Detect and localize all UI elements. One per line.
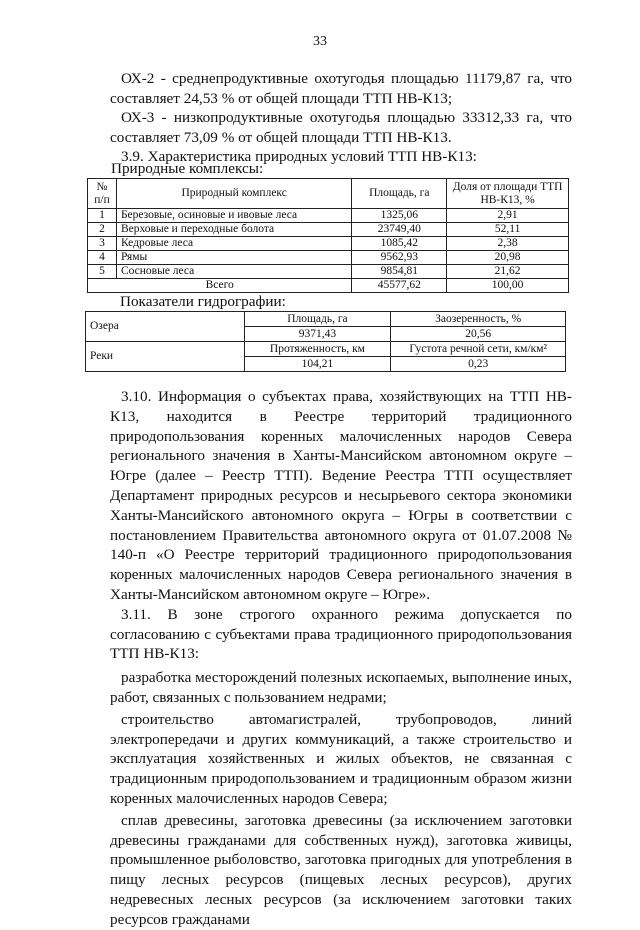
- list-item: сплав древесины, заготовка древесины (за исключением заготовки древесины гражданами для собственных нужд), заготовка живицы, промышленное рыболовство, заготовка пригодных для употребления в пищу лесных ресурсов (пищевых лесных ресурсов), других недревесных лесных ресурсов (за исключением заготовки таких ресурсов гражданами: [110, 811, 572, 928]
- complex-share: 2,38: [447, 237, 569, 251]
- complex-name: Березовые, осиновые и ивовые леса: [116, 209, 351, 223]
- table-row: [88, 237, 569, 251]
- lakes-share-value: 20,56: [391, 327, 566, 342]
- complex-name: Верховые и переходные болота: [116, 223, 351, 237]
- table-header-row: [88, 179, 569, 209]
- rivers-density-value: 0,23: [391, 357, 566, 372]
- row-number: 3: [88, 237, 117, 251]
- hydrography-label: Показатели гидрографии:: [120, 293, 286, 310]
- row-number: 4: [88, 251, 117, 265]
- ox2-paragraph: ОХ-2 - среднепродуктивные охотугодья площадью 11179,87 га, что составляет 24,53 % от общей площади ТТП НВ-К13;: [110, 70, 572, 107]
- complex-area: 23749,40: [352, 223, 447, 237]
- complex-share: 52,11: [447, 223, 569, 237]
- complex-name: Кедровые леса: [116, 237, 351, 251]
- complex-area: 1085,42: [352, 237, 447, 251]
- rivers-label: Реки: [86, 342, 245, 372]
- body-text: [110, 387, 572, 930]
- col-header-area: Площадь, га: [352, 179, 447, 209]
- hunting-grounds-text: [110, 69, 572, 167]
- complex-area: 9562,93: [352, 251, 447, 265]
- natural-complexes-table: [87, 178, 569, 293]
- paragraph-3-10: 3.10. Информация о субъектах права, хозяйствующих на ТТП НВ-К13, находится в Реестре территорий традиционного природопользования коренных малочисленных народов Севера регионального значения в Ханты-Мансийском автономном округе – Югре (далее – Реестр ТТП). Ведение Реестра ТТП осуществляет Департамент природных ресурсов и несырьевого сектора экономики Ханты-Мансийского автономного округа – Югры в соответствии с постановлением Правительства автономного округа от 01.07.2008 № 140-п «О Реестре территорий традиционного природопользования коренных малочисленных народов Севера регионального значения в Ханты-Мансийском автономном округе – Югре».: [110, 388, 572, 603]
- rivers-length-value: 104,21: [244, 357, 391, 372]
- list-item: строительство автомагистралей, трубопроводов, линий электропередачи и других коммуникаций, а также строительство и эксплуатация хозяйственных и жилых объектов, не связанная с традиционным природопользованием и традиционным образом жизни коренных малочисленных народов Севера;: [110, 710, 572, 807]
- lakes-area-header: Площадь, га: [244, 312, 391, 327]
- complexes-label: Природные комплексы:: [111, 160, 264, 177]
- lakes-area-value: 9371,43: [244, 327, 391, 342]
- complex-share: 20,98: [447, 251, 569, 265]
- row-number: 1: [88, 209, 117, 223]
- complex-name: Сосновые леса: [116, 265, 351, 279]
- total-share: 100,00: [447, 279, 569, 293]
- complex-share: 2,91: [447, 209, 569, 223]
- table-row: [88, 223, 569, 237]
- row-number: 2: [88, 223, 117, 237]
- hydrography-table: [85, 311, 566, 372]
- complex-area: 9854,81: [352, 265, 447, 279]
- col-header-share: Доля от площади ТТП НВ-К13, %: [447, 179, 569, 209]
- complex-share: 21,62: [447, 265, 569, 279]
- total-area: 45577,62: [352, 279, 447, 293]
- complex-area: 1325,06: [352, 209, 447, 223]
- section-title: 3.9. Характеристика природных условий ТТП НВ-К13:: [121, 148, 477, 166]
- lakes-label: Озера: [86, 312, 245, 342]
- complex-name: Рямы: [116, 251, 351, 265]
- rivers-density-header: Густота речной сети, км/км²: [391, 342, 566, 357]
- page-number: 33: [313, 34, 327, 49]
- col-header-complex: Природный комплекс: [116, 179, 351, 209]
- table-row: [88, 251, 569, 265]
- table-row: [88, 209, 569, 223]
- table-row: [88, 265, 569, 279]
- lakes-share-header: Заозеренность, %: [391, 312, 566, 327]
- table-total-row: [88, 279, 569, 293]
- total-label: Всего: [88, 279, 352, 293]
- rivers-length-header: Протяженность, км: [244, 342, 391, 357]
- list-item: разработка месторождений полезных ископаемых, выполнение иных, работ, связанных с пользованием недрами;: [110, 669, 572, 706]
- col-header-number: № п/п: [88, 179, 117, 209]
- paragraph-3-11: 3.11. В зоне строгого охранного режима допускается по согласованию с субъектами права традиционного природопользования ТТП НВ-К13:: [110, 605, 572, 663]
- ox3-paragraph: ОХ-3 - низкопродуктивные охотугодья площадью 33312,33 га, что составляет 73,09 % от общей площади ТТП НВ-К13.: [110, 109, 572, 146]
- row-number: 5: [88, 265, 117, 279]
